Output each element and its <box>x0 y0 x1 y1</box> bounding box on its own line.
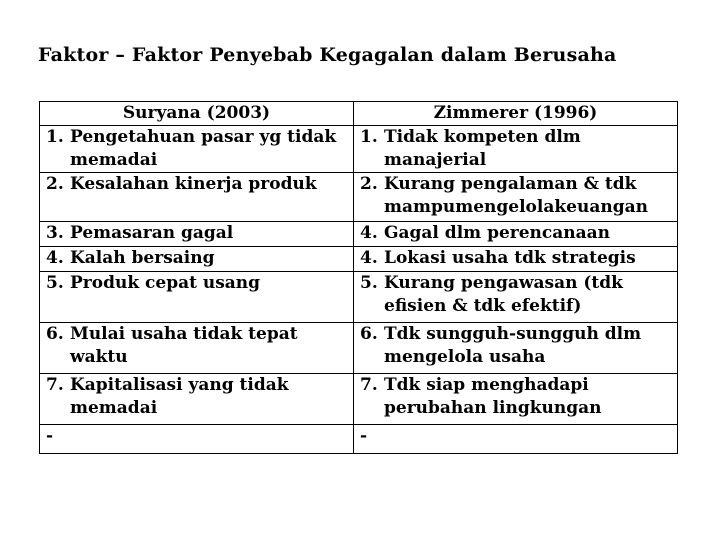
item-number: 2. <box>360 174 378 194</box>
column-header-suryana: Suryana (2003) <box>40 102 354 126</box>
item-text: Produk cepat usang <box>70 273 261 293</box>
item-number: 7. <box>46 375 64 395</box>
table-row <box>40 173 678 222</box>
zimmerer-cell <box>354 126 678 173</box>
slide-title: Faktor – Faktor Penyebab Kegagalan dalam Berusaha <box>38 44 617 66</box>
item-number: 3. <box>46 223 64 243</box>
zimmerer-cell <box>354 272 678 323</box>
table-row <box>40 247 678 272</box>
suryana-cell <box>40 323 354 374</box>
table-footer-row <box>40 425 678 454</box>
zimmerer-cell <box>354 173 678 222</box>
item-number: 4. <box>360 223 378 243</box>
item-number: 4. <box>46 248 64 268</box>
zimmerer-cell <box>354 374 678 425</box>
item-number: 5. <box>46 273 64 293</box>
table-row <box>40 374 678 425</box>
zimmerer-cell <box>354 222 678 247</box>
table-row <box>40 222 678 247</box>
item-number: 4. <box>360 248 378 268</box>
suryana-cell <box>40 222 354 247</box>
item-number: 1. <box>360 127 378 147</box>
zimmerer-cell <box>354 323 678 374</box>
suryana-footer-dash: - <box>40 425 354 454</box>
item-number: 2. <box>46 174 64 194</box>
item-text: Kurang pengawasan (tdk efisien & tdk efektif) <box>384 273 623 316</box>
item-number: 7. <box>360 375 378 395</box>
item-number: 5. <box>360 273 378 293</box>
suryana-cell <box>40 374 354 425</box>
item-text: Gagal dlm perencanaan <box>384 223 611 243</box>
column-header-zimmerer: Zimmerer (1996) <box>354 102 678 126</box>
item-text: Kapitalisasi yang tidak memadai <box>70 375 289 418</box>
suryana-cell <box>40 126 354 173</box>
suryana-cell <box>40 272 354 323</box>
item-text: Tdk siap menghadapi perubahan lingkungan <box>384 375 602 418</box>
item-text: Kalah bersaing <box>70 248 215 268</box>
item-number: 6. <box>360 324 378 344</box>
item-text: Kurang pengalaman & tdk mampumengelolakeuangan <box>384 174 648 217</box>
item-text: Pemasaran gagal <box>70 223 234 243</box>
table-row <box>40 126 678 173</box>
table-row <box>40 323 678 374</box>
factors-table <box>39 101 678 454</box>
item-number: 6. <box>46 324 64 344</box>
zimmerer-footer-dash: - <box>354 425 678 454</box>
item-text: Pengetahuan pasar yg tidak memadai <box>70 127 337 170</box>
table-row <box>40 272 678 323</box>
item-text: Lokasi usaha tdk strategis <box>384 248 636 268</box>
suryana-cell <box>40 247 354 272</box>
table-header-row <box>40 102 678 126</box>
zimmerer-cell <box>354 247 678 272</box>
item-text: Tdk sungguh-sungguh dlm mengelola usaha <box>384 324 642 367</box>
item-number: 1. <box>46 127 64 147</box>
item-text: Kesalahan kinerja produk <box>70 174 317 194</box>
item-text: Tidak kompeten dlm manajerial <box>384 127 581 170</box>
suryana-cell <box>40 173 354 222</box>
item-text: Mulai usaha tidak tepat waktu <box>70 324 298 367</box>
